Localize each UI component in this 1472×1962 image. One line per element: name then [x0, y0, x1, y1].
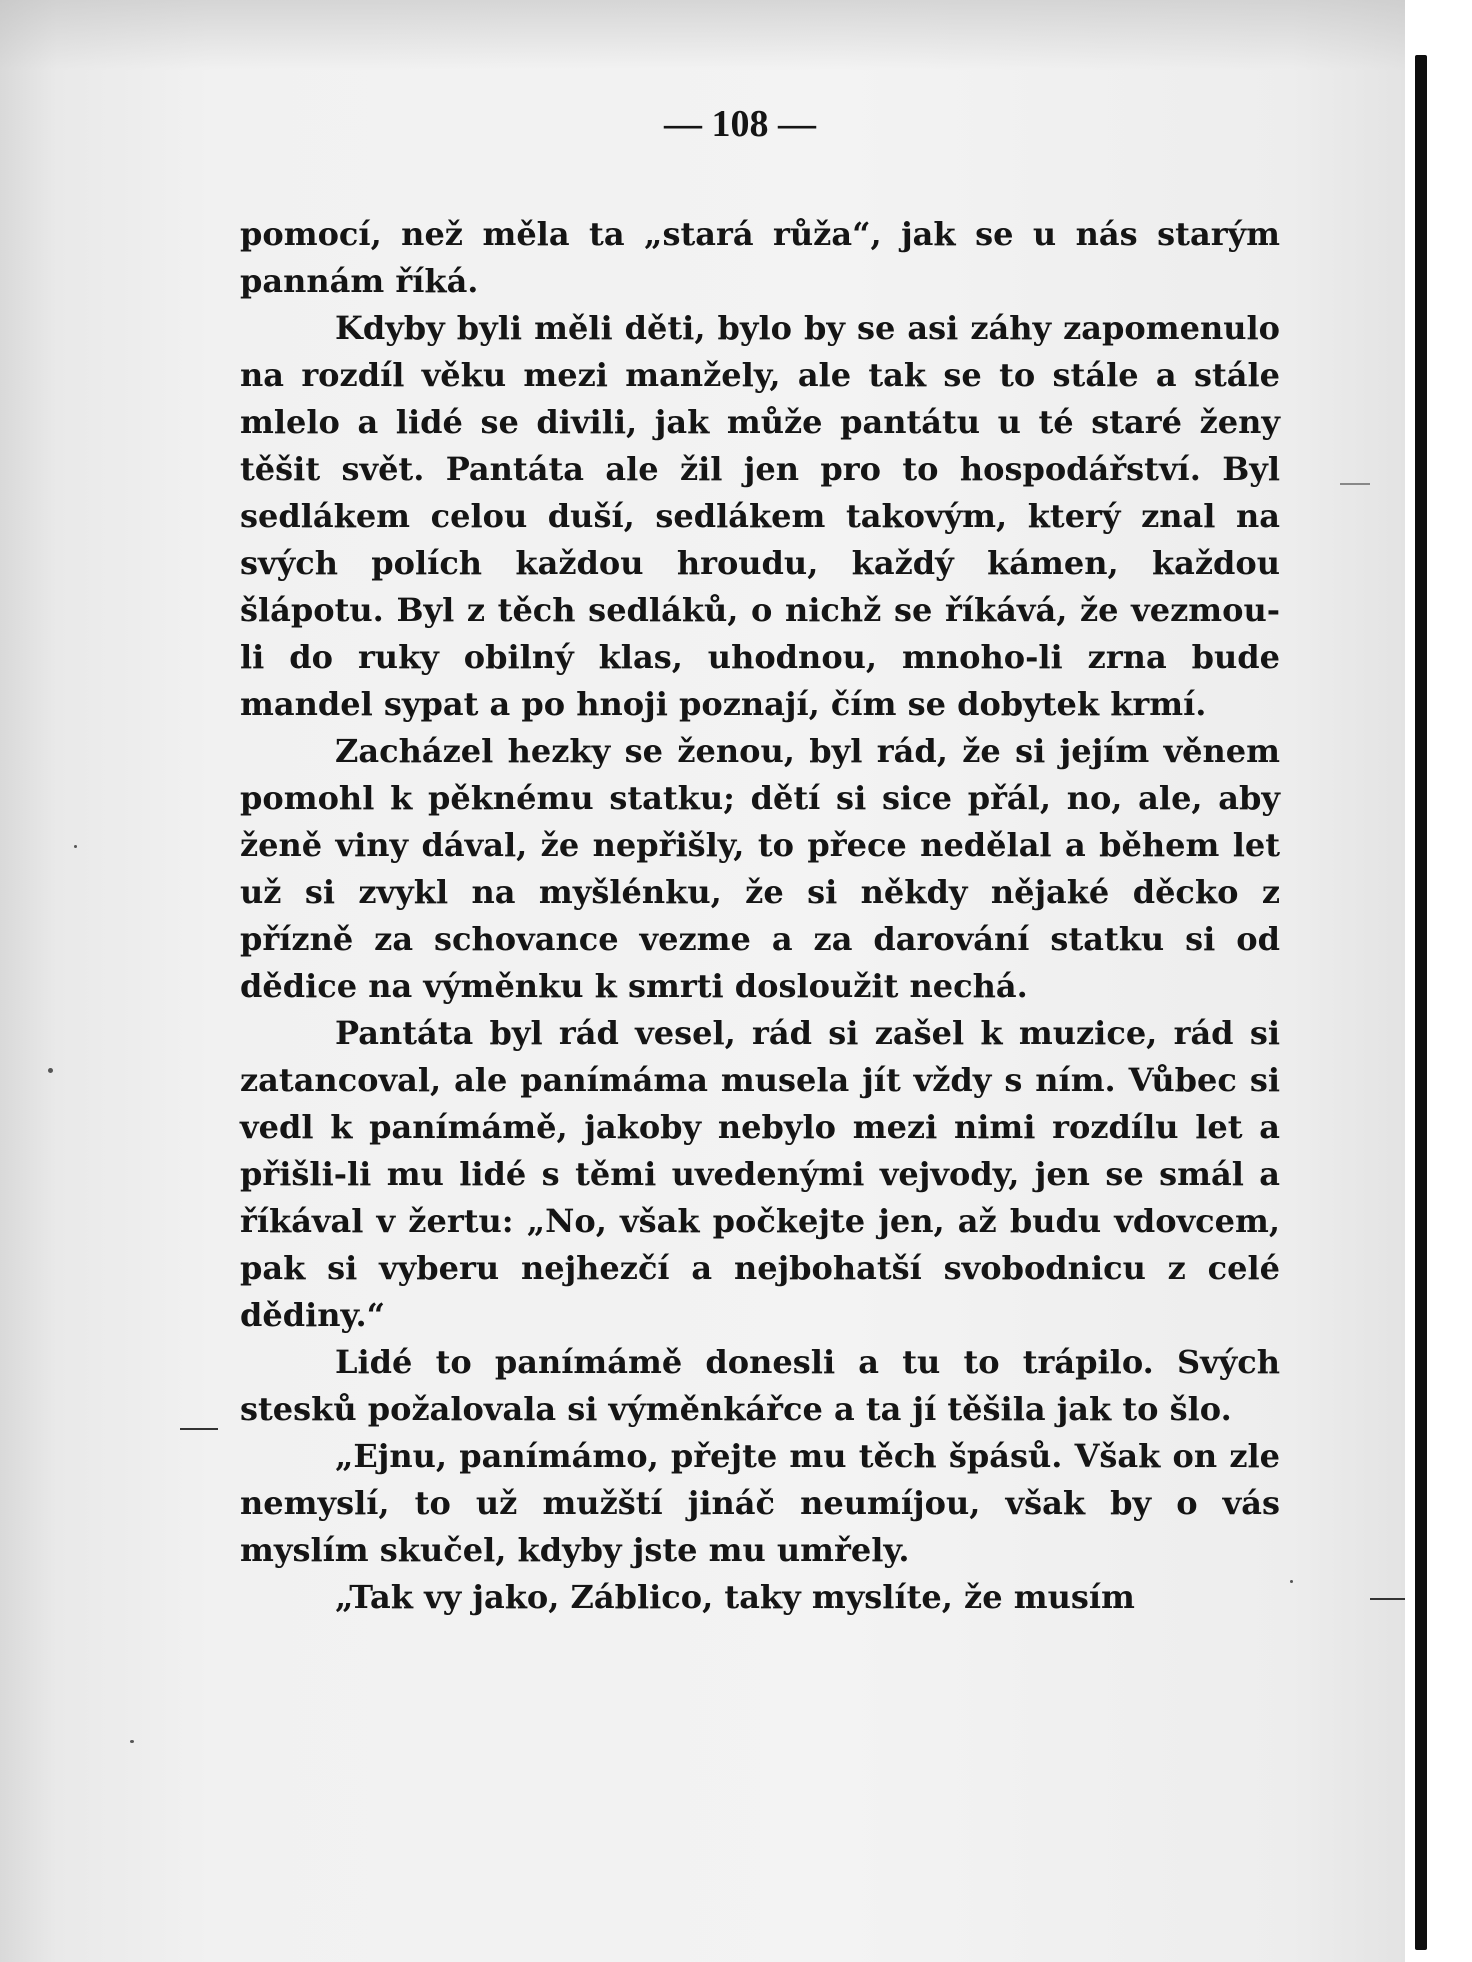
paragraph: „Ejnu, panímámo, přejte mu těch špásů. Však on zle nemyslí, to už mužští jináč neumíjou, však by o vás myslím skučel, kdyby jste mu umřely.: [240, 1437, 1280, 1569]
paper-speck: [48, 1068, 53, 1073]
paragraph: Lidé to panímámě donesli a tu to trápilo. Svých stesků požalovala si výměnkářce a ta jí těšila jak to šlo.: [240, 1343, 1280, 1428]
paper-speck: [1290, 1580, 1293, 1583]
paper-speck: [74, 845, 77, 848]
margin-mark: [180, 1428, 218, 1430]
paragraph: pomocí, než měla ta „stará růža“, jak se u nás starým pannám říká.: [240, 215, 1280, 300]
paragraph: „Tak vy jako, Záblico, taky myslíte, že musím: [335, 1578, 1135, 1616]
paragraph: Kdyby byli měli děti, bylo by se asi záhy zapomenulo na rozdíl věku mezi manžely, ale tak se to stále a stále mlelo a lidé se divili, jak může pantátu u té staré ženy těšit svět. Pantáta ale žil jen pro to hospodářství. Byl sedlákem celou duší, sedlákem takovým, který znal na svých polích každou hroudu, každý kámen, každou šlápotu. Byl z těch sedláků, o nichž se říkává, že vezmou-li do ruky obilný klas, uhodnou, mnoho-li zrna bude mandel sypat a po hnoji poznají, čím se dobytek krmí.: [240, 309, 1280, 723]
page-number: — 108 —: [664, 103, 816, 145]
paper-speck: [130, 1740, 134, 1743]
paragraph: Pantáta byl rád vesel, rád si zašel k muzice, rád si zatancoval, ale panímáma musela jít vždy s ním. Vůbec si vedl k panímámě, jakoby nebylo mezi nimi rozdílu let a přišli-li mu lidé s těmi uvedenými vejvody, jen se smál a říkával v žertu: „No, však počkejte jen, až budu vdovcem, pak si vyberu nejhezčí a nejbohatší svobodnicu z celé dědiny.“: [240, 1014, 1280, 1334]
paragraph: Zacházel hezky se ženou, byl rád, že si jejím věnem pomohl k pěknému statku; dětí si sice přál, no, ale, aby ženě viny dával, že nepřišly, to přece nedělal a během let už si zvykl na myšlénku, že si někdy nějaké děcko z přízně za schovance vezme a za darování statku si od dědice na výměnku k smrti dosloužit nechá.: [240, 732, 1280, 1005]
binding-edge: [1405, 0, 1415, 1962]
binding-strip: [1415, 55, 1427, 1950]
margin-mark: [1370, 1598, 1406, 1600]
margin-mark: [1340, 483, 1370, 485]
body-text: [240, 211, 1280, 1621]
